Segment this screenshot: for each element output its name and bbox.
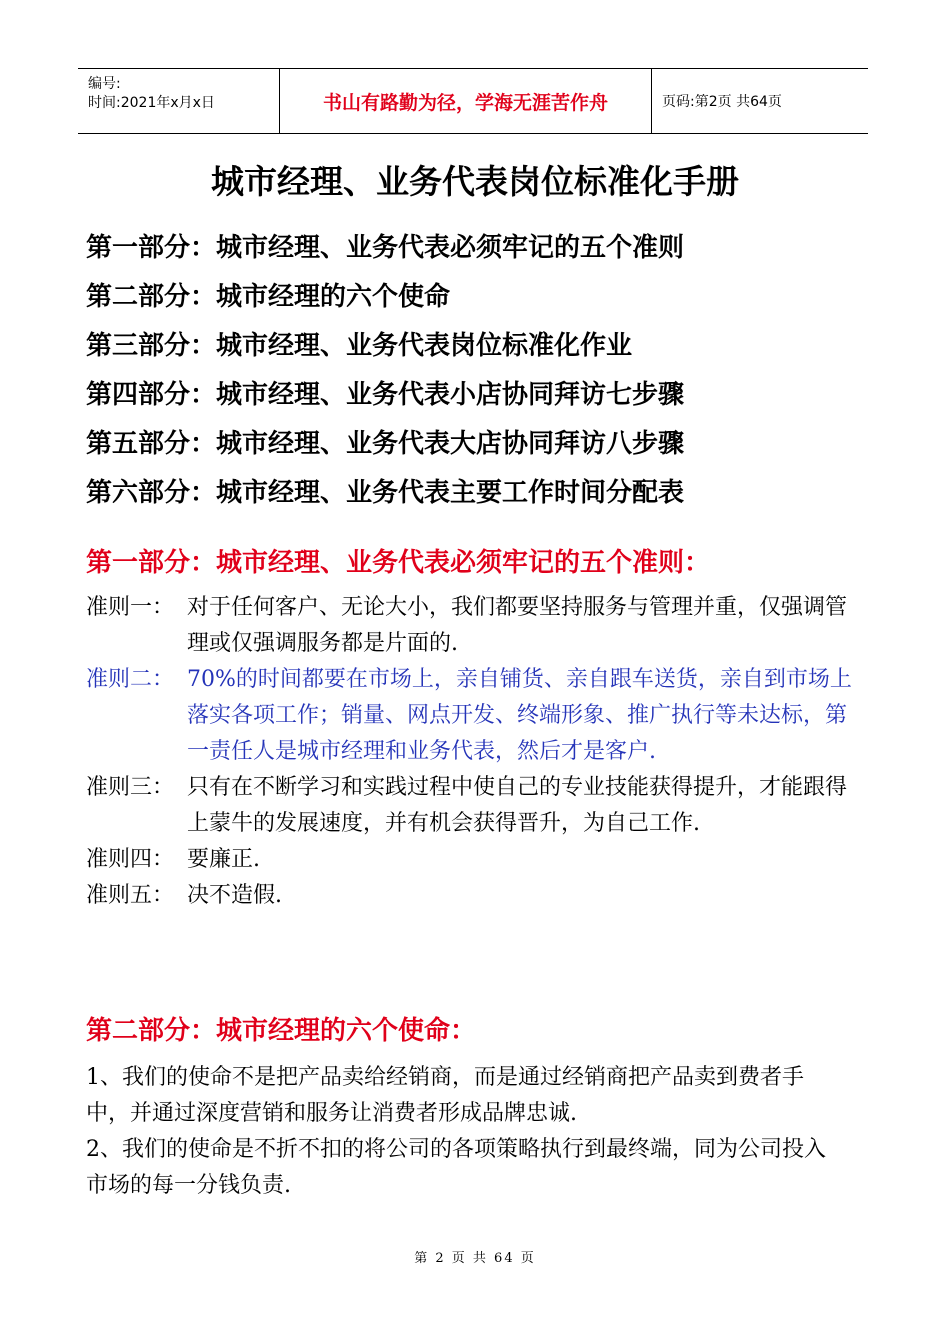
- missions-list: [86, 1060, 846, 1204]
- header-page-code: 页码:第2页 共64页: [662, 94, 782, 110]
- rule-label: 准则三：: [86, 775, 175, 800]
- header-motto: 书山有路勤为径，学海无涯苦作舟: [280, 69, 652, 133]
- toc-item: 第三部分：城市经理、业务代表岗位标准化作业: [86, 331, 633, 361]
- rule-label: 准则四：: [86, 847, 175, 872]
- rule-label: 准则一：: [86, 595, 175, 620]
- toc-item: 第四部分：城市经理、业务代表小店协同拜访七步骤: [86, 380, 685, 410]
- page-header: [78, 68, 868, 134]
- rule-text: 只有在不断学习和实践过程中使自己的专业技能获得提升，才能跟得上蒙牛的发展速度，并有机会获得晋升，为自己工作.: [187, 775, 848, 836]
- header-meta: [78, 69, 280, 133]
- section2-heading: 第二部分：城市经理的六个使命：: [86, 1016, 477, 1046]
- mission-item: 1、我们的使命不是把产品卖给经销商，而是通过经销商把产品卖到费者手中，并通过深度营销和服务让消费者形成品牌忠诚.: [86, 1065, 804, 1126]
- toc-item: 第五部分：城市经理、业务代表大店协同拜访八步骤: [86, 429, 685, 459]
- time-label: 时间:2021年x月x日: [88, 95, 215, 111]
- rule-text: 要廉正.: [187, 847, 260, 872]
- rule-item: [86, 590, 876, 662]
- rule-item: [86, 842, 876, 878]
- table-of-contents: [86, 228, 876, 522]
- toc-item: 第二部分：城市经理的六个使命: [86, 282, 451, 312]
- rule-item: [86, 662, 876, 770]
- mission-item: 2、我们的使命是不折不扣的将公司的各项策略执行到最终端，同为公司投入市场的每一分钱负责.: [86, 1137, 826, 1198]
- rules-list: [86, 590, 876, 914]
- document-title: 城市经理、业务代表岗位标准化手册: [211, 162, 739, 201]
- rule-text: 对于任何客户、无论大小，我们都要坚持服务与管理并重，仅强调管理或仅强调服务都是片面的.: [187, 595, 848, 656]
- number-label: 编号:: [88, 76, 121, 92]
- page-footer: 第 2 页 共 64 页: [414, 1251, 536, 1266]
- toc-item: 第六部分：城市经理、业务代表主要工作时间分配表: [86, 478, 685, 508]
- section1-heading: 第一部分：城市经理、业务代表必须牢记的五个准则：: [86, 548, 711, 578]
- rule-item: [86, 770, 876, 842]
- rule-label: 准则五：: [86, 883, 175, 908]
- toc-item: 第一部分：城市经理、业务代表必须牢记的五个准则: [86, 233, 685, 263]
- rule-text: 决不造假.: [187, 883, 282, 908]
- rule-text: 70%的时间都要在市场上，亲自铺货、亲自跟车送货，亲自到市场上落实各项工作；销量、网点开发、终端形象、推广执行等未达标，第一责任人是城市经理和业务代表，然后才是客户.: [187, 667, 852, 764]
- rule-label: 准则二：: [86, 667, 175, 692]
- rule-item: [86, 878, 876, 914]
